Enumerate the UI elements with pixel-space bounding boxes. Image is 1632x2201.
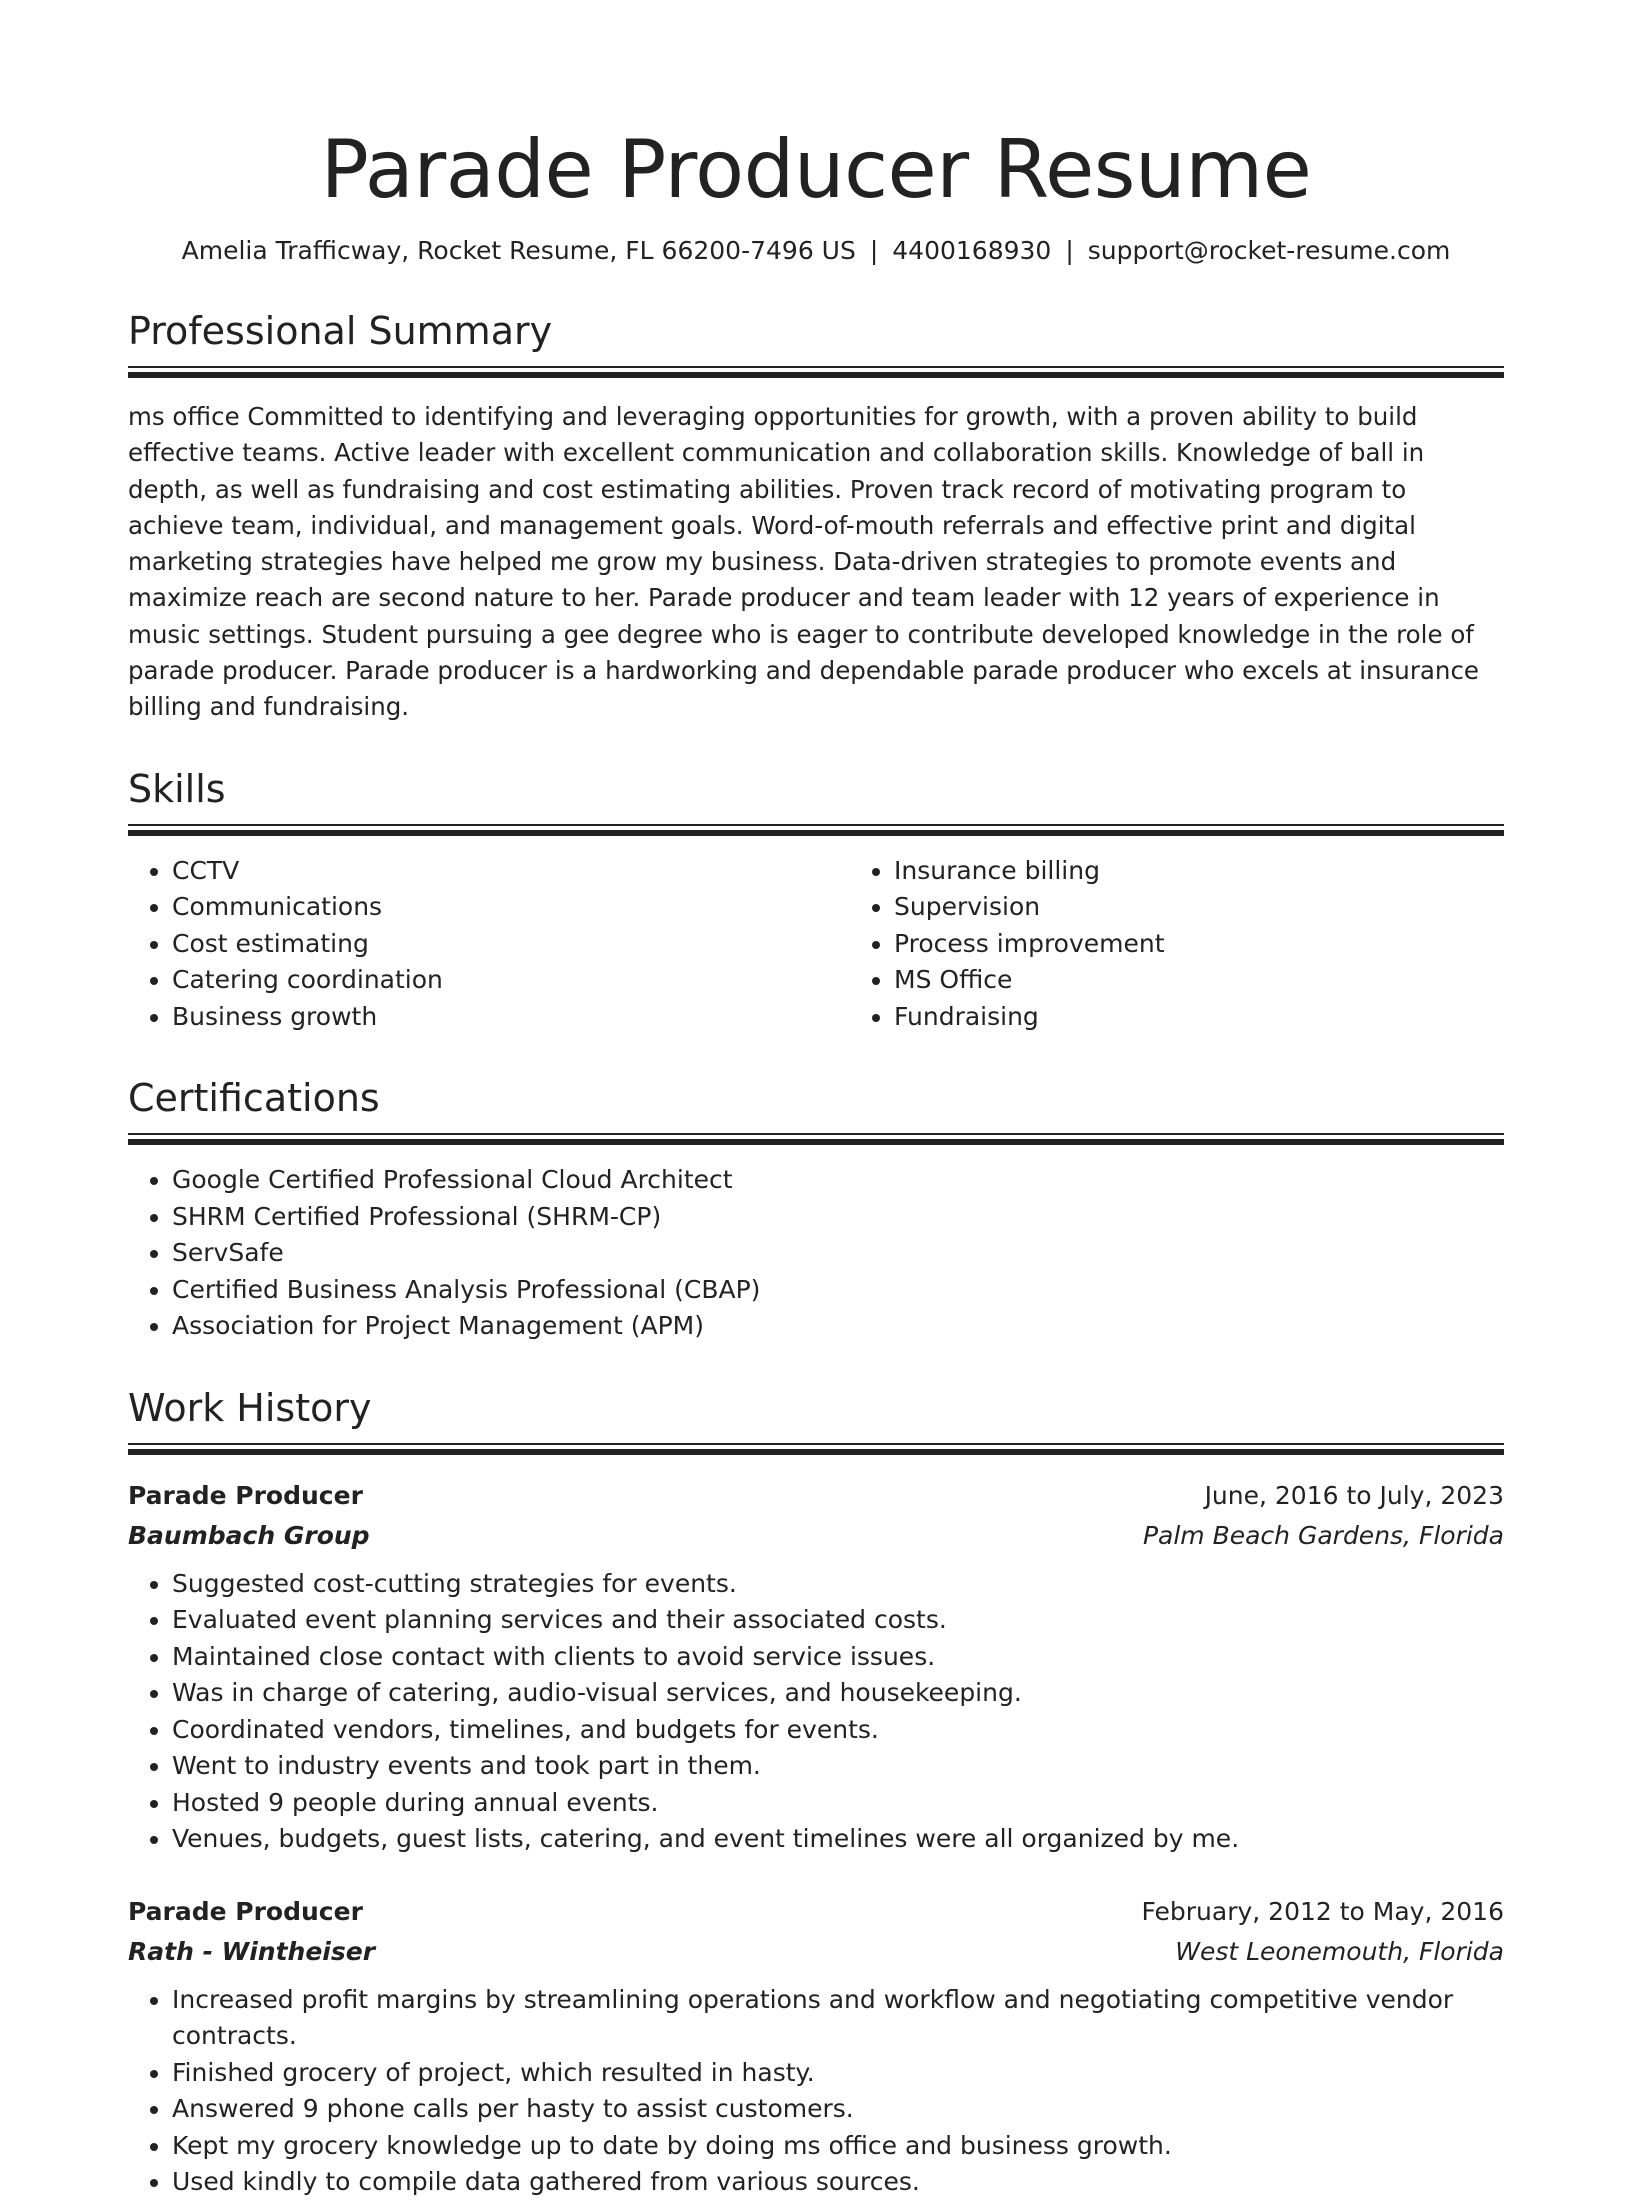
job-title: Parade Producer: [128, 1480, 363, 1510]
job-header-row: [128, 1892, 1504, 1932]
certifications-list: [128, 1162, 1504, 1345]
job-bullet: • Venues, budgets, guest lists, catering, and event timelines were all organized by me.: [172, 1821, 1504, 1858]
summary-text: ms office Committed to identifying and leveraging opportunities for growth, with a proven ability to build effective teams. Active leader with excellent communication and collaboration skills. Knowledge of ball in depth, as well as fundraising and cost estimating abilities. Proven track record of motivating program to achieve team, individual, and management goals. Word-of-mouth referrals and effective print and digital marketing strategies have helped me grow my business. Data-driven strategies to promote events and maximize reach are second nature to her. Parade producer and team leader with 12 years of experience in music settings. Student pursuing a gee degree who is eager to contribute developed knowledge in the role of parade producer. Parade producer is a hardworking and dependable parade producer who excels at insurance billing and fundraising.: [128, 402, 1479, 722]
skill-item: • Supervision: [894, 889, 1572, 926]
skills-section: [128, 766, 1504, 1036]
job-dates: June, 2016 to July, 2023: [1204, 1480, 1504, 1510]
job-bullet: • Evaluated event planning services and their associated costs.: [172, 1602, 1504, 1639]
skill-item: • Communications: [172, 889, 850, 926]
job-bullet: • Answered 9 phone calls per hasty to assist customers.: [172, 2091, 1504, 2128]
section-divider: [128, 824, 1504, 835]
job-location: Palm Beach Gardens, Florida: [1142, 1520, 1504, 1550]
job-dates: February, 2012 to May, 2016: [1141, 1896, 1504, 1926]
job-bullet: • Finished grocery of project, which resulted in hasty.: [172, 2055, 1504, 2092]
certifications-heading: Certifications: [128, 1076, 380, 1121]
job-bullets: [128, 1982, 1504, 2201]
job-bullet: • Maintained close contact with clients to avoid service issues.: [172, 1639, 1504, 1676]
skills-grid: [128, 835, 1504, 1036]
skill-item: • Process improvement: [894, 926, 1572, 963]
work-history-heading: Work History: [128, 1385, 372, 1430]
contact-separator: |: [1065, 236, 1074, 265]
job-bullet: • Increased profit margins by streamlining operations and workflow and negotiating competitive vendor contracts.: [172, 1982, 1504, 2055]
certification-item: • ServSafe: [172, 1235, 1504, 1272]
job-company: Rath - Wintheiser: [128, 1936, 376, 1966]
skill-item: • MS Office: [894, 962, 1572, 999]
certifications-section: [128, 1075, 1504, 1345]
skill-item: • Catering coordination: [172, 962, 850, 999]
job-bullet: • Coordinated vendors, timelines, and budgets for events.: [172, 1712, 1504, 1749]
job-bullet: • Suggested cost-cutting strategies for events.: [172, 1566, 1504, 1603]
job-bullet: • Kept my grocery knowledge up to date by doing ms office and business growth.: [172, 2128, 1504, 2165]
skill-item: • Business growth: [172, 999, 850, 1036]
skill-item: • Cost estimating: [172, 926, 850, 963]
job-bullet: • Was in charge of catering, audio-visual services, and housekeeping.: [172, 1675, 1504, 1712]
certification-item: • Google Certified Professional Cloud Architect: [172, 1162, 1504, 1199]
work-history-section: [128, 1385, 1504, 2201]
certification-item: • Certified Business Analysis Professional (CBAP): [172, 1272, 1504, 1309]
contact-email: support@rocket-resume.com: [1087, 236, 1451, 265]
skills-list-left: [128, 853, 850, 1036]
certification-item: • Association for Project Management (APM): [172, 1308, 1504, 1345]
job-bullets: [128, 1566, 1504, 1858]
job-company-row: [128, 1516, 1504, 1556]
job-company-row: [128, 1932, 1504, 1972]
summary-heading: Professional Summary: [128, 309, 553, 353]
section-divider: [128, 1133, 1504, 1144]
section-divider: [128, 366, 1504, 377]
skills-heading: Skills: [128, 766, 226, 811]
job-bullet: • Used kindly to compile data gathered from various sources.: [172, 2164, 1504, 2201]
contact-line: [128, 234, 1504, 268]
job-bullet: • Went to industry events and took part in them.: [172, 1748, 1504, 1785]
summary-section: [128, 308, 1504, 726]
job-entry: [128, 1476, 1504, 1858]
resume-page: [128, 0, 1504, 2201]
skill-item: • Insurance billing: [894, 853, 1572, 890]
skills-list-right: [850, 853, 1572, 1036]
skill-item: • CCTV: [172, 853, 850, 890]
skill-item: • Fundraising: [894, 999, 1572, 1036]
job-bullet: • Hosted 9 people during annual events.: [172, 1785, 1504, 1822]
certification-item: • SHRM Certified Professional (SHRM-CP): [172, 1199, 1504, 1236]
job-company: Baumbach Group: [128, 1520, 370, 1550]
job-header-row: [128, 1476, 1504, 1516]
page-title: Parade Producer Resume: [320, 123, 1312, 216]
section-divider: [128, 1443, 1504, 1454]
job-location: West Leonemouth, Florida: [1175, 1936, 1504, 1966]
job-title: Parade Producer: [128, 1896, 363, 1926]
job-entry: [128, 1892, 1504, 2201]
contact-address: Amelia Trafficway, Rocket Resume, FL 66200-7496 US: [181, 236, 856, 265]
contact-separator: |: [869, 236, 879, 265]
contact-phone: 4400168930: [892, 236, 1052, 265]
